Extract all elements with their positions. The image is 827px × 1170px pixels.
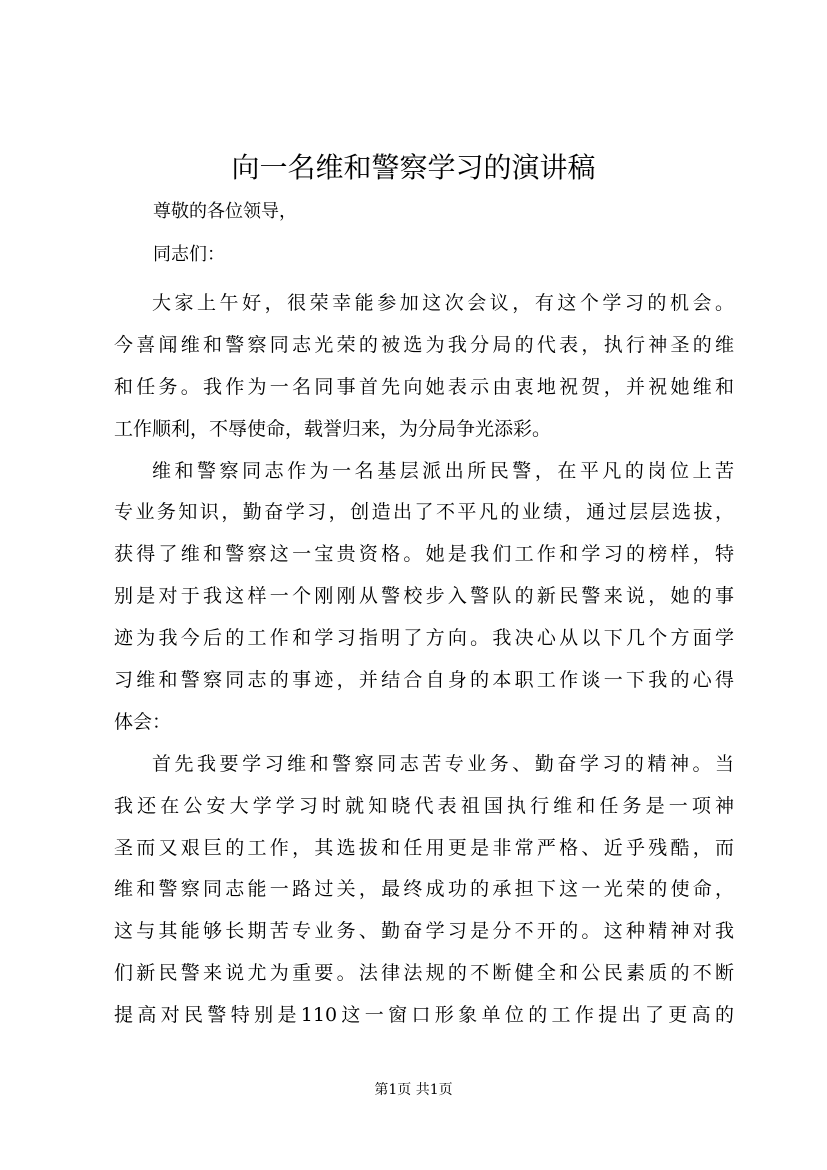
page-footer: 第1页 共1页 — [374, 1082, 453, 1098]
paragraph-line: 维和警察同志作为一名基层派出所民警，在平凡的岗位上苦 — [152, 459, 734, 482]
speech-body — [114, 283, 734, 1037]
paragraph-line: 我还在公安大学学习时就知晓代表祖国执行维和任务是一项神 — [114, 794, 734, 817]
paragraph-line: 今喜闻维和警察同志光荣的被选为我分局的代表，执行神圣的维 — [114, 333, 734, 356]
paragraph-line: 们新民警来说尤为重要。法律法规的不断健全和公民素质的不断 — [114, 962, 734, 985]
paragraph-line: 别是对于我这样一个刚刚从警校步入警队的新民警来说，她的事 — [114, 585, 734, 608]
paragraph-line: 体会： — [114, 710, 172, 733]
paragraph-line: 提高对民警特别是110这一窗口形象单位的工作提出了更高的 — [114, 1004, 734, 1027]
paragraph-line: 大家上午好，很荣幸能参加这次会议，有这个学习的机会。 — [152, 292, 734, 314]
paragraph-line: 这与其能够长期苦专业务、勤奋学习是分不开的。这种精神对我 — [114, 920, 734, 943]
paragraph-line: 圣而又艰巨的工作，其选拔和任用更是非常严格、近乎残酷，而 — [114, 836, 734, 859]
paragraph-line: 维和警察同志能一路过关，最终成功的承担下这一光荣的使命， — [114, 878, 734, 901]
paragraph-line: 工作顺利，不辱使命，载誉归来，为分局争光添彩。 — [114, 417, 552, 440]
salutation-comrades: 同志们： — [153, 244, 225, 265]
page-title: 向一名维和警察学习的演讲稿 — [231, 151, 596, 184]
paragraph-line: 专业务知识，勤奋学习，创造出了不平凡的业绩，通过层层选拔， — [114, 501, 734, 524]
paragraph-line: 获得了维和警察这一宝贵资格。她是我们工作和学习的榜样，特 — [114, 543, 734, 566]
paragraph-line: 首先我要学习维和警察同志苦专业务、勤奋学习的精神。当 — [152, 752, 734, 775]
paragraph-line: 习维和警察同志的事迹，并结合自身的本职工作谈一下我的心得 — [114, 669, 734, 692]
salutation-leaders: 尊敬的各位领导， — [153, 201, 297, 222]
paragraph-line: 迹为我今后的工作和学习指明了方向。我决心从以下几个方面学 — [114, 627, 734, 650]
paragraph-line: 和任务。我作为一名同事首先向她表示由衷地祝贺，并祝她维和 — [114, 375, 734, 398]
